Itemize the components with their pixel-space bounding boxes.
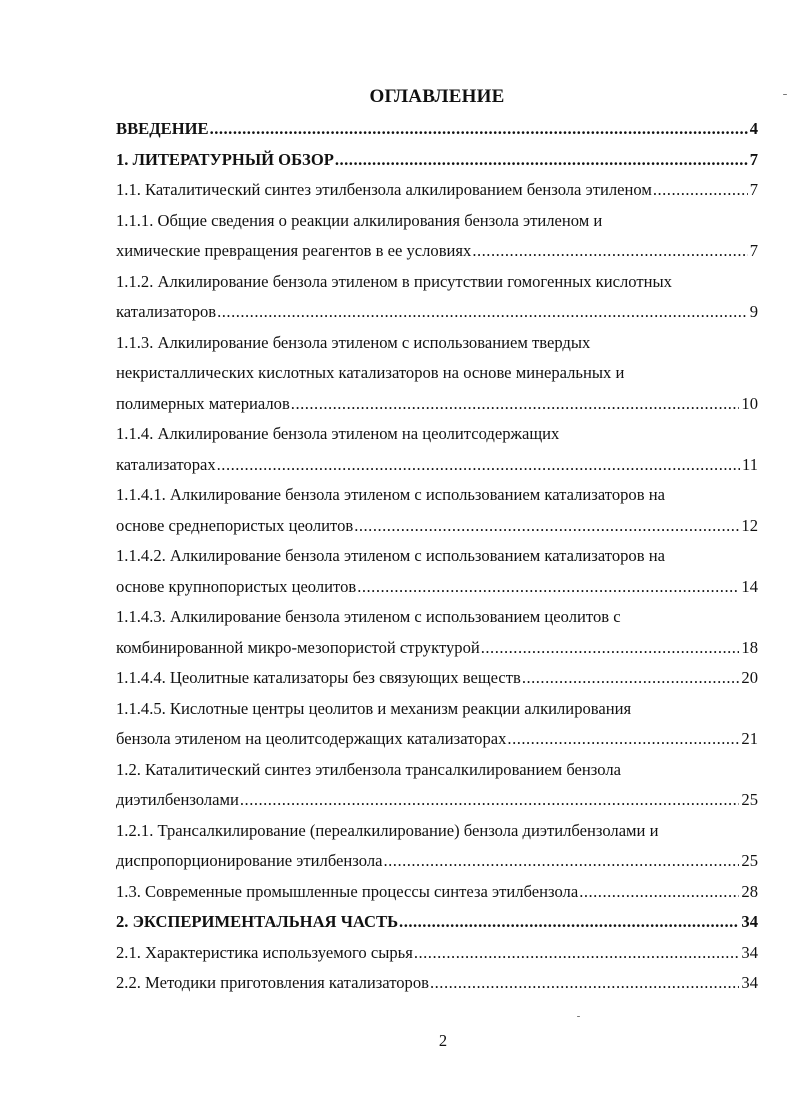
toc-leader-dots [217, 297, 748, 328]
toc-leader-dots [430, 968, 739, 999]
scan-speck [577, 1016, 580, 1017]
toc-entry [116, 694, 758, 725]
toc-entry-text: 1.2. Каталитический синтез этилбензола трансалкилированием бензола [116, 759, 621, 779]
toc-leader-dots [522, 663, 740, 694]
toc-leader-dots [217, 450, 740, 481]
toc-leader-dots [357, 572, 739, 603]
toc-entry-text: 1.1.4.4. Цеолитные катализаторы без связующих веществ [116, 668, 521, 687]
toc-page-number: 34 [741, 912, 758, 931]
toc-entry [116, 755, 758, 786]
toc-entry [116, 541, 758, 572]
toc-leader-dots [472, 236, 747, 267]
toc-leader-dots [240, 785, 740, 816]
toc-entry [116, 633, 758, 664]
toc-entry [116, 816, 758, 847]
toc-entry-text: диэтилбензолами [116, 790, 239, 809]
toc-page-number: 25 [741, 790, 758, 809]
table-of-contents [116, 114, 758, 999]
toc-entry [116, 846, 758, 877]
toc-entry [116, 450, 758, 481]
toc-entry-text: 1.1.1. Общие сведения о реакции алкилирования бензола этиленом и [116, 210, 603, 230]
toc-entry-text: некристаллических кислотных катализаторов на основе минеральных и [116, 363, 625, 382]
toc-entry-text: бензола этиленом на цеолитсодержащих катализаторах [116, 729, 507, 748]
toc-entry-text: 1.1. Каталитический синтез этилбензола алкилированием бензола этиленом [116, 180, 652, 199]
toc-entry [116, 877, 758, 908]
scan-speck [783, 94, 787, 95]
toc-entry [116, 724, 758, 755]
toc-page-number: 7 [749, 149, 758, 169]
toc-leader-dots [291, 389, 740, 420]
toc-entry [116, 785, 758, 816]
toc-leader-dots [653, 175, 748, 206]
toc-entry [116, 267, 758, 298]
toc-leader-dots [399, 907, 739, 938]
toc-entry-text: 1.3. Современные промышленные процессы синтеза этилбензола [116, 881, 579, 901]
toc-entry [116, 572, 758, 603]
page-title: ОГЛАВЛЕНИЕ [369, 86, 505, 107]
toc-page-number: 4 [749, 119, 758, 138]
toc-entry-text: 1.1.4.3. Алкилирование бензола этиленом с использованием цеолитов с [116, 607, 621, 626]
toc-page-number: 7 [749, 241, 758, 260]
toc-page-number: 18 [741, 637, 758, 657]
toc-leader-dots [414, 938, 740, 969]
toc-leader-dots [507, 724, 739, 755]
toc-entry [116, 297, 758, 328]
toc-page-number: 9 [749, 302, 758, 321]
toc-entry-text: химические превращения реагентов в ее условиях [116, 241, 472, 260]
toc-leader-dots [384, 846, 740, 877]
toc-page-number: 10 [741, 393, 758, 413]
toc-page-number: 21 [741, 729, 758, 748]
toc-entry [116, 328, 758, 359]
toc-entry-text: катализаторах [116, 454, 216, 474]
toc-entry [116, 236, 758, 267]
toc-page-number: 7 [749, 180, 758, 199]
toc-entry [116, 938, 758, 969]
toc-page-number: 34 [741, 942, 758, 962]
toc-entry [116, 968, 758, 999]
toc-entry-text: 1.1.4. Алкилирование бензола этиленом на цеолитсодержащих [116, 424, 560, 443]
toc-entry-text: 1.1.4.5. Кислотные центры цеолитов и механизм реакции алкилирования [116, 698, 632, 718]
toc-entry-text: комбинированной микро-мезопористой структурой [116, 637, 480, 657]
toc-entry-text: 1.1.3. Алкилирование бензола этиленом с использованием твердых [116, 332, 591, 352]
toc-entry-text: катализаторов [116, 302, 217, 321]
toc-entry-text: основе крупнопористых цеолитов [116, 576, 357, 596]
toc-leader-dots [210, 114, 748, 145]
toc-entry-text: 2. ЭКСПЕРИМЕНТАЛЬНАЯ ЧАСТЬ [116, 912, 399, 931]
toc-entry-text: 1. ЛИТЕРАТУРНЫЙ ОБЗОР [116, 149, 334, 169]
toc-page-number: 12 [741, 515, 758, 535]
toc-entry-text: 1.1.4.1. Алкилирование бензола этиленом с использованием катализаторов на [116, 485, 665, 504]
toc-entry [116, 480, 758, 511]
toc-leader-dots [354, 511, 739, 542]
toc-entry-text: 1.1.2. Алкилирование бензола этиленом в присутствии гомогенных кислотных [116, 271, 672, 291]
toc-page-number: 20 [741, 668, 758, 687]
toc-page-number: 25 [741, 851, 758, 870]
toc-entry [116, 175, 758, 206]
toc-entry [116, 907, 758, 938]
toc-entry-text: 2.2. Методики приготовления катализаторов [116, 973, 429, 992]
toc-leader-dots [579, 877, 739, 908]
toc-entry [116, 419, 758, 450]
toc-page-number: 34 [741, 973, 758, 992]
toc-entry-text: основе среднепористых цеолитов [116, 515, 354, 535]
toc-entry [116, 114, 758, 145]
toc-leader-dots [481, 633, 740, 664]
toc-entry [116, 511, 758, 542]
toc-entry-text: диспропорционирование этилбензола [116, 851, 383, 870]
toc-entry-text: 1.1.4.2. Алкилирование бензола этиленом с использованием катализаторов на [116, 546, 665, 565]
toc-page-number: 11 [742, 454, 758, 474]
toc-entry [116, 663, 758, 694]
toc-entry [116, 602, 758, 633]
toc-entry-text: полимерных материалов [116, 393, 290, 413]
toc-entry [116, 389, 758, 420]
toc-entry-text: 2.1. Характеристика используемого сырья [116, 942, 413, 962]
toc-page-number: 14 [741, 576, 758, 596]
page-number: 2 [438, 1031, 448, 1050]
toc-entry [116, 206, 758, 237]
toc-page-number: 28 [741, 881, 758, 901]
toc-entry-text: 1.2.1. Трансалкилирование (переалкилирование) бензола диэтилбензолами и [116, 820, 659, 840]
toc-entry-text: ВВЕДЕНИЕ [116, 119, 209, 138]
toc-entry [116, 358, 758, 389]
toc-leader-dots [335, 145, 748, 176]
toc-entry [116, 145, 758, 176]
